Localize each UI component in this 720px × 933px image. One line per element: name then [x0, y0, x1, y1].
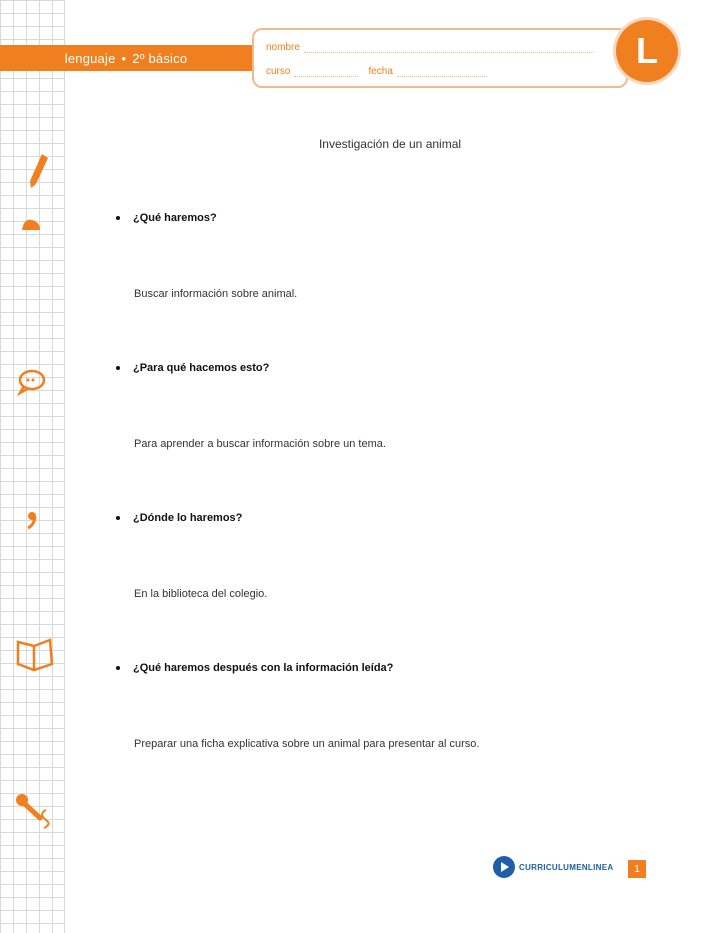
subject-label: lenguaje [64, 50, 116, 66]
section-2 [116, 362, 676, 450]
blob-icon [12, 212, 56, 236]
page-number: 1 [628, 860, 646, 878]
answer-text: En la biblioteca del colegio. [134, 588, 268, 600]
bullet-icon [116, 666, 120, 670]
bullet-icon [116, 516, 120, 520]
answer-text: Preparar una ficha explicativa sobre un animal para presentar al curso. [134, 738, 480, 750]
name-label: nombre [266, 42, 300, 53]
course-date-row [266, 66, 487, 77]
document-title: Investigación de un animal [318, 137, 462, 151]
name-row [266, 42, 594, 53]
bullet-icon [116, 216, 120, 220]
name-field[interactable] [304, 51, 594, 53]
microphone-icon [12, 790, 56, 834]
question-text: ¿Qué haremos después con la información leída? [133, 662, 394, 674]
answer-text: Para aprender a buscar información sobre un tema. [134, 438, 386, 450]
course-field[interactable] [294, 75, 358, 77]
course-label: curso [266, 66, 291, 77]
question-text: ¿Dónde lo haremos? [133, 512, 243, 524]
book-icon [12, 632, 56, 676]
play-icon [493, 856, 515, 878]
answer-text: Buscar información sobre animal. [134, 288, 298, 300]
bullet-icon [116, 366, 120, 370]
date-label: fecha [368, 66, 393, 77]
pencil-icon [12, 150, 56, 194]
date-field[interactable] [397, 75, 487, 77]
student-info-box [252, 28, 628, 88]
speech-bubble-icon [12, 360, 56, 404]
comma-icon [12, 500, 56, 544]
subject-banner [0, 45, 252, 71]
curriculum-logo [493, 856, 613, 878]
subject-badge: L [616, 20, 678, 82]
question-text: ¿Para qué hacemos esto? [133, 362, 270, 374]
separator: • [121, 50, 127, 66]
question-text: ¿Qué haremos? [133, 212, 217, 224]
section-3 [116, 512, 676, 600]
section-1 [116, 212, 676, 300]
logo-text: CURRICULUMENLINEA [519, 862, 614, 872]
grade-label: 2º básico [132, 50, 188, 66]
section-4 [116, 662, 676, 750]
